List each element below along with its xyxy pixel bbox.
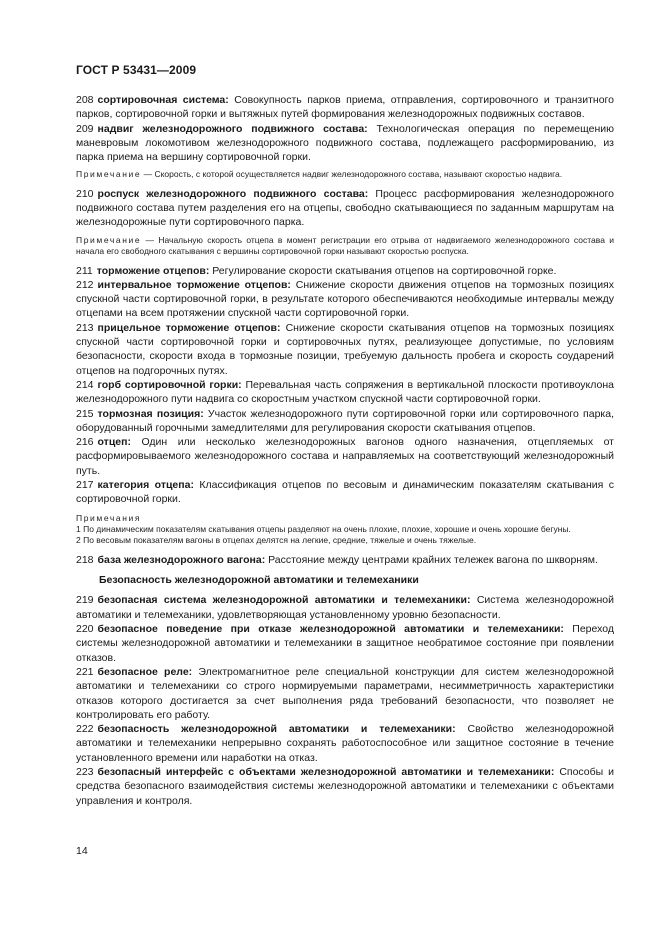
page-number: 14 bbox=[76, 845, 88, 857]
term-name: торможение отцепов: bbox=[96, 264, 210, 277]
note-text: — Начальную скорость отцепа в момент регистрации его отрыва от надвигаемого железнодорожного состава и начала его свободного скатывания с вершины сортировочной горки называют скоростью роспуска. bbox=[76, 234, 614, 257]
term-definition: Совокупность парков приема, отправления, сортировочного и транзитного парков, сортировочной горки и вытяжных путей формирования железнодорожных подвижных составов. bbox=[76, 94, 614, 121]
entries-group-c bbox=[76, 264, 614, 507]
term-name: отцеп: bbox=[97, 436, 131, 449]
note bbox=[76, 169, 614, 180]
term-name: безопасное поведение при отказе железнодорожной автоматики и телемеханики: bbox=[97, 623, 564, 636]
term-definition: Один или несколько железнодорожных вагонов одного назначения, отцепляемых от расформировываемого железнодорожного состава и направляемых на соответствующий железнодорожный путь. bbox=[76, 436, 614, 477]
document-header: ГОСТ Р 53431—2009 bbox=[76, 63, 197, 77]
notes-block bbox=[76, 513, 614, 547]
term-name: интервальное торможение отцепов: bbox=[97, 278, 291, 291]
term-name: прицельное торможение отцепов: bbox=[97, 321, 281, 334]
term-definition: Перевальная часть сопряжения в вертикальной плоскости противоуклона железнодорожного пути надвига со скоростным участком спускной части сортировочной горки. bbox=[76, 378, 614, 406]
term-name: безопасность железнодорожной автоматики и телемеханики: bbox=[97, 723, 456, 736]
term-entry: 210 роспуск железнодорожного подвижного состава: Процесс расформирования железнодорожного подвижного состава путем разделения его на отцепы, свободно скатывающиеся по заданным маршрутам на железнодорожные пути сортировочного парка. bbox=[76, 187, 614, 229]
term-entry: 217 категория отцепа: Классификация отцепов по весовым и динамическим показателям скатывания с сортировочной горки. bbox=[76, 479, 615, 506]
entries-group-e bbox=[76, 593, 614, 807]
term-definition: Регулирование скорости скатывания отцепов на сортировочной горке. bbox=[212, 264, 557, 277]
term-entry: 223 безопасный интерфейс с объектами железнодорожной автоматики и телемеханики: Способы и средства безопасного взаимодействия системы железнодорожной автоматики и телемеханики с объектами управления и контроля. bbox=[76, 766, 614, 807]
note-text: — Скорость, с которой осуществляется надвиг железнодорожного состава, называют скоростью надвига. bbox=[143, 169, 563, 180]
term-entry: 213 прицельное торможение отцепов: Снижение скорости скатывания отцепов на тормозных позициях спускной части сортировочной горки и сортировочных путях, реализующее допустимые, по условиям безопасности, скорости входа в тормозные позиции, требуемую дальность пробега и скорость соударений отцепов на подгорочных путях. bbox=[76, 321, 614, 377]
term-name: категория отцепа: bbox=[97, 479, 194, 492]
term-entry: 215 тормозная позиция: Участок железнодорожного пути сортировочной горки или сортировочного парка, оборудованный горочными замедлителями для регулирования скорости скатывания отцепов. bbox=[76, 407, 615, 434]
note-item: 2 По весовым показателям вагоны в отцепах делятся на легкие, средние, тяжелые и очень тяжелые. bbox=[76, 535, 477, 546]
term-definition: Расстояние между центрами крайних тележек вагона по шкворням. bbox=[268, 553, 598, 566]
term-entry: 214 горб сортировочной горки: Перевальная часть сопряжения в вертикальной плоскости противоуклона железнодорожного пути надвига со скоростным участком спускной части сортировочной горки. bbox=[76, 378, 614, 406]
notes-label: Примечания bbox=[76, 512, 142, 523]
term-entry: 218 база железнодорожного вагона: Расстояние между центрами крайних тележек вагона по шкворням. bbox=[76, 553, 598, 566]
term-definition: Снижение скорости скатывания отцепов на тормозных позициях спускной части сортировочной горки и сортировочных путях, реализующее допустимые, по условиям безопасности, скорости входа в тормозные позиции, требуемую дальность пробега и скорость соударений отцепов на подгорочных путях. bbox=[76, 321, 614, 377]
note-label: Примечание bbox=[76, 234, 142, 245]
term-entry: 221 безопасное реле: Электромагнитное реле специальной конструкции для систем железнодорожной автоматики и телемеханики со строго нормируемыми параметрами, несимметричность характеристики отказов которого достигается за счет выполнения ряда требований безопасности, что позволяет не контролировать его работу. bbox=[76, 665, 614, 721]
term-definition: Снижение скорости движения отцепов на тормозных позициях спускной части сортировочной горки, в результате которого обеспечиваются необходимые интервалы между отцепами на всем протяжении спускной части сортировочной горки. bbox=[76, 278, 614, 320]
term-definition: Участок железнодорожного пути сортировочной горки или сортировочного парка, оборудованный горочными замедлителями для регулирования скорости скатывания отцепов. bbox=[76, 407, 615, 434]
term-definition: Переход системы железнодорожной автоматики и телемеханики в защитное необратимое состояние при появлении отказов. bbox=[76, 623, 614, 664]
note-item: 1 По динамическим показателям скатывания отцепы разделяют на очень плохие, плохие, хорошие и очень хорошие бегуны. bbox=[76, 524, 571, 535]
term-entry: 220 безопасное поведение при отказе железнодорожной автоматики и телемеханики: Переход системы железнодорожной автоматики и телемеханики в защитное необратимое состояние при появлении отказов. bbox=[76, 623, 614, 664]
term-entry: 208 сортировочная система: Совокупность парков приема, отправления, сортировочного и транзитного парков, сортировочной горки и вытяжных путей формирования железнодорожных подвижных составов. bbox=[76, 94, 614, 121]
term-definition: Классификация отцепов по весовым и динамическим показателям скатывания с сортировочной горки. bbox=[76, 479, 615, 506]
term-definition: Система железнодорожной автоматики и телемеханики, удовлетворяющая установленному уровню безопасности. bbox=[76, 594, 614, 621]
term-definition: Свойство железнодорожной автоматики и телемеханики непрерывно сохранять работоспособное или защитное состояние в течение установленного времени или наработки на отказ. bbox=[76, 723, 614, 764]
term-entry: 212 интервальное торможение отцепов: Снижение скорости движения отцепов на тормозных позициях спускной части сортировочной горки, в результате которого обеспечиваются необходимые интервалы между отцепами на всем протяжении спускной части сортировочной горки. bbox=[76, 278, 614, 320]
term-name: горб сортировочной горки: bbox=[97, 378, 242, 391]
entries-group-d bbox=[76, 553, 614, 567]
term-name: роспуск железнодорожного подвижного состава: bbox=[97, 187, 369, 200]
term-name: безопасный интерфейс с объектами железнодорожной автоматики и телемеханики: bbox=[97, 766, 555, 779]
section-title: Безопасность железнодорожной автоматики и телемеханики bbox=[99, 574, 419, 587]
term-name: надвиг железнодорожного подвижного состава: bbox=[97, 122, 368, 135]
term-name: тормозная позиция: bbox=[97, 407, 204, 420]
note bbox=[76, 235, 614, 258]
document-body bbox=[76, 93, 614, 808]
term-name: безопасное реле: bbox=[97, 665, 193, 678]
term-definition: Процесс расформирования железнодорожного подвижного состава путем разделения его на отцепы, свободно скатывающиеся по заданным маршрутам на железнодорожные пути сортировочного парка. bbox=[76, 187, 614, 229]
term-name: сортировочная система: bbox=[97, 94, 229, 106]
entries-group-b bbox=[76, 187, 614, 230]
term-definition: Технологическая операция по перемещению маневровым локомотивом железнодорожного подвижного состава, подлежащего расформированию, из парка приема на вершину сортировочной горки. bbox=[76, 122, 614, 164]
note-label: Примечание bbox=[76, 169, 142, 180]
term-entry: 209 надвиг железнодорожного подвижного состава: Технологическая операция по перемещению маневровым локомотивом железнодорожного подвижного состава, подлежащего расформированию, из парка приема на вершину сортировочной горки. bbox=[76, 122, 614, 164]
term-entry: 222 безопасность железнодорожной автоматики и телемеханики: Свойство железнодорожной автоматики и телемеханики непрерывно сохранять работоспособное или защитное состояние в течение установленного времени или наработки на отказ. bbox=[76, 723, 614, 764]
term-entry: 211 торможение отцепов: Регулирование скорости скатывания отцепов на сортировочной горке. bbox=[76, 264, 557, 277]
term-name: безопасная система железнодорожной автоматики и телемеханики: bbox=[97, 594, 471, 607]
term-definition: Способы и средства безопасного взаимодействия системы железнодорожной автоматики и телемеханики с объектами управления и контроля. bbox=[76, 766, 614, 807]
term-entry: 216 отцеп: Один или несколько железнодорожных вагонов одного назначения, отцепляемых от расформировываемого железнодорожного состава и направляемых на соответствующий железнодорожный путь. bbox=[76, 436, 614, 477]
term-entry: 219 безопасная система железнодорожной автоматики и телемеханики: Система железнодорожной автоматики и телемеханики, удовлетворяющая установленному уровню безопасности. bbox=[76, 594, 614, 621]
term-definition: Электромагнитное реле специальной конструкции для систем железнодорожной автоматики и телемеханики со строго нормируемыми параметрами, несимметричность характеристики отказов которого достигается за счет выполнения ряда требований безопасности, что позволяет не контролировать его работу. bbox=[76, 665, 614, 721]
term-name: база железнодорожного вагона: bbox=[97, 553, 266, 566]
entries-group-a bbox=[76, 93, 614, 164]
